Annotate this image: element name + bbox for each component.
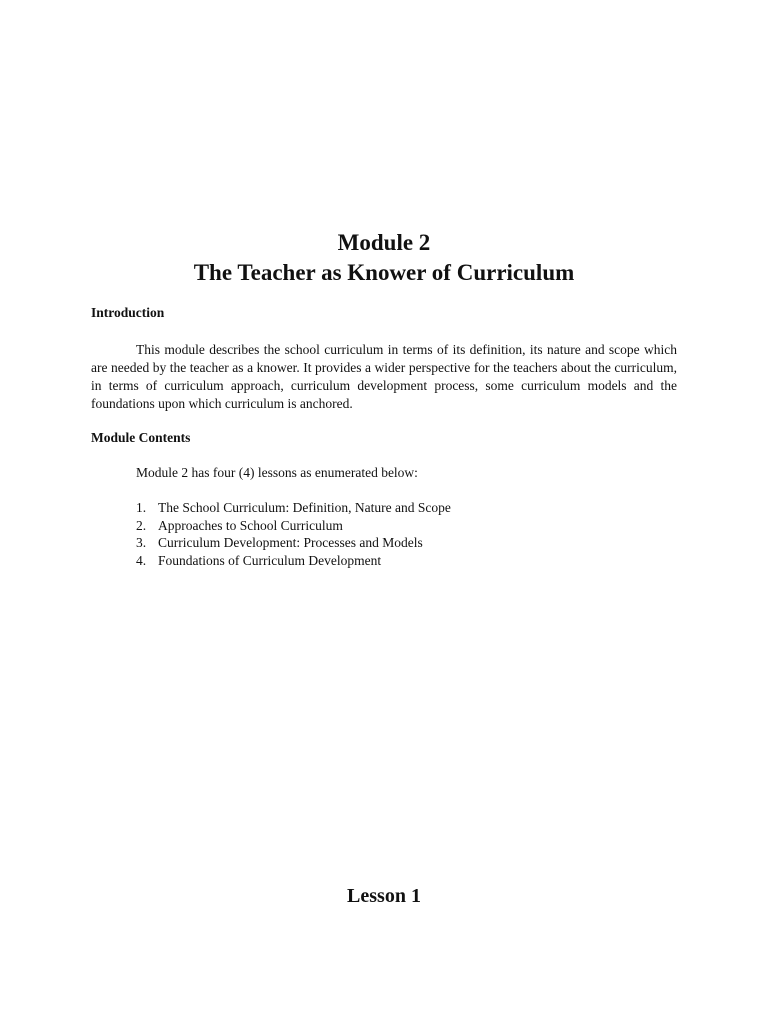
module-title — [0, 228, 768, 288]
list-item — [136, 552, 451, 570]
list-item-number: 4. — [136, 552, 147, 568]
list-item-text: Curriculum Development: Processes and Models — [158, 535, 423, 551]
module-contents-heading: Module Contents — [91, 430, 191, 445]
module-number-title: Module 2 — [337, 230, 431, 255]
list-item — [136, 517, 451, 535]
lesson-list — [136, 499, 451, 569]
list-item-number: 2. — [136, 517, 147, 533]
module-subtitle: The Teacher as Knower of Curriculum — [193, 260, 575, 285]
module-contents-lead: Module 2 has four (4) lessons as enumerated below: — [136, 465, 418, 480]
list-item-number: 3. — [136, 535, 147, 551]
list-item-text: Foundations of Curriculum Development — [158, 552, 382, 568]
list-item — [136, 534, 451, 552]
introduction-heading: Introduction — [91, 305, 165, 320]
list-item-text: Approaches to School Curriculum — [158, 517, 343, 533]
list-item — [136, 499, 451, 517]
list-item-number: 1. — [136, 500, 147, 515]
list-item-text: The School Curriculum: Definition, Nature and Scope — [158, 500, 451, 515]
lesson-heading: Lesson 1 — [347, 885, 421, 907]
introduction-paragraph: This module describes the school curriculum in terms of its definition, its nature and scope which are needed by the teacher as a knower. It provides a wider perspective for the teachers about the curriculum, in terms of curriculum approach, curriculum development process, some curriculum models and the foundations upon which curriculum is anchored. — [91, 342, 677, 411]
